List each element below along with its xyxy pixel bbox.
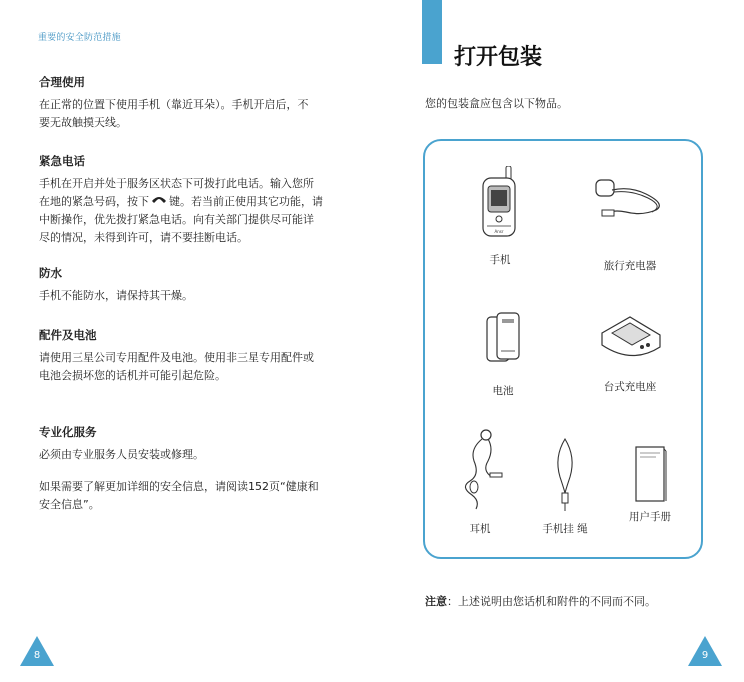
note (425, 593, 656, 609)
right-page (372, 0, 744, 682)
section-body: 在正常的位置下使用手机（靠近耳朵）。手机开启后，不要无故触摸天线。 (39, 98, 309, 129)
item-label: 电池 (492, 385, 514, 397)
desktop-charger-icon (594, 311, 666, 365)
item-label: 手机挂 绳 (542, 523, 588, 535)
item-user-manual (620, 443, 680, 524)
section-waterproof (39, 265, 324, 305)
section-title: 紧急电话 (39, 154, 85, 168)
item-travel-charger (585, 176, 675, 273)
svg-text:Ansr: Ansr (494, 229, 504, 234)
item-label: 用户手册 (629, 511, 671, 523)
travel-charger-icon (590, 176, 670, 224)
note-text: ：上述说明由您话机和附件的不同而不同。 (447, 595, 656, 608)
item-earphone (450, 429, 510, 536)
item-battery (473, 311, 533, 398)
item-phone (475, 166, 525, 267)
item-label: 手机 (489, 254, 511, 266)
section-title: 合理使用 (39, 75, 85, 89)
section-title: 防水 (39, 266, 62, 280)
section-body: 手机不能防水，请保持其干燥。 (39, 289, 193, 302)
safety-info-reference: 如果需要了解更加详细的安全信息，请阅读152页“健康和安全信息”。 (39, 480, 319, 511)
item-desktop-charger (585, 311, 675, 394)
section-title: 配件及电池 (39, 328, 97, 342)
section-proper-use (39, 74, 324, 132)
item-label: 耳机 (469, 523, 491, 535)
intro-text: 您的包装盒应包含以下物品。 (425, 97, 568, 110)
note-label: 注意 (425, 595, 447, 608)
section-emergency-call (39, 153, 324, 247)
page-number: 9 (701, 650, 709, 661)
item-label: 台式充电座 (603, 381, 657, 393)
section-body: 手机在开启并处于服务区状态下可拨打此电话。输入您所在地的紧急号码，按下 键。若当前正使用其它功能，请中断操作，优先拨打紧急电话。向有关部门提供尽可能详尽的情况，未得到许可，请不要挂断电话。 (39, 177, 323, 244)
phone-send-key-icon (151, 193, 167, 211)
page-title: 打开包装 (454, 45, 543, 70)
page-number: 8 (33, 650, 41, 661)
running-header: 重要的安全防范措施 (38, 33, 121, 43)
flip-phone-icon (477, 166, 523, 238)
section-body: 必须由专业服务人员安装或修理。 (39, 448, 204, 461)
battery-icon (481, 311, 525, 367)
strap-icon (550, 437, 580, 513)
earphone-icon (452, 429, 508, 513)
title-accent-bar (422, 0, 442, 64)
section-title: 专业化服务 (39, 425, 97, 439)
section-service (39, 424, 324, 464)
section-accessories (39, 327, 324, 385)
item-label: 旅行充电器 (603, 260, 657, 272)
manual-icon (632, 443, 668, 503)
section-body: 请使用三星公司专用配件及电池。使用非三星专用配件或电池会损坏您的话机并可能引起危险。 (39, 351, 314, 382)
item-strap (535, 437, 595, 536)
package-contents-box (423, 139, 703, 559)
